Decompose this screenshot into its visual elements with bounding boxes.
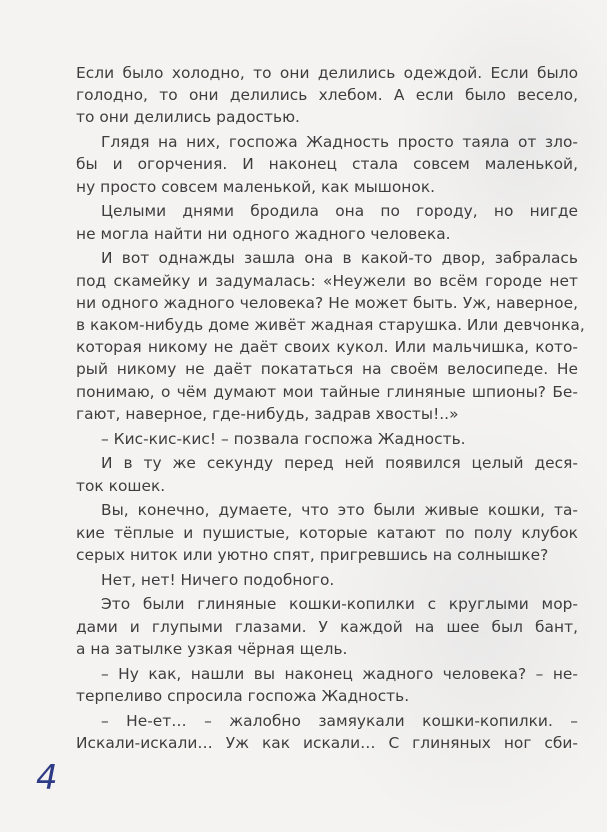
text-line: то они делились радостью. bbox=[76, 108, 300, 127]
text-line: – Кис-кис-кис! – позвала госпожа Жадность. bbox=[101, 429, 466, 448]
text-line: понимаю, о чём думают мои тайные глиняные шпионы? Бе- bbox=[76, 382, 578, 401]
paragraph bbox=[76, 200, 578, 244]
text-line: И в ту же секунду перед ней появился целый деся- bbox=[101, 454, 578, 473]
text-line: дами и глупыми глазами. У каждой на шее был бант, bbox=[76, 617, 578, 636]
paragraph bbox=[76, 247, 585, 425]
text-line: под скамейку и задумалась: «Неужели во всём городе нет bbox=[76, 271, 578, 290]
text-line: Нет, нет! Ничего подобного. bbox=[101, 570, 335, 589]
text-line: Искали-искали… Уж как искали… С глиняных ног сби- bbox=[76, 733, 578, 752]
paragraph bbox=[76, 428, 578, 450]
text-line: Вы, конечно, думаете, что это были живые кошки, та- bbox=[101, 501, 578, 520]
page-number: 4 bbox=[36, 758, 58, 798]
paragraph bbox=[76, 593, 578, 660]
text-line: кие тёплые и пушистые, которые катают по полу клубок bbox=[76, 523, 578, 542]
text-line: а на затылке узкая чёрная щель. bbox=[76, 639, 348, 658]
paragraph bbox=[76, 62, 578, 129]
text-line: гают, наверное, где-нибудь, задрав хвосты!..» bbox=[76, 404, 459, 423]
paragraph bbox=[76, 569, 578, 591]
paragraph bbox=[76, 710, 578, 754]
text-line: в каком-нибудь доме живёт жадная старушка. Или девчонка, bbox=[76, 316, 585, 335]
text-line: бы и огорчения. И наконец стала совсем маленькой, bbox=[76, 155, 578, 174]
text-line: ни одного жадного человека? Не может быть. Уж, наверное, bbox=[76, 293, 578, 312]
text-line: ну просто совсем маленькой, как мышонок. bbox=[76, 177, 436, 196]
text-line: ток кошек. bbox=[76, 476, 166, 495]
text-line: рый никому не даёт покататься на своём велосипеде. Не bbox=[76, 360, 578, 379]
text-line: серых ниток или уютно спят, пригревшись на солнышке? bbox=[76, 545, 549, 564]
text-line: Целыми днями бродила она по городу, но нигде bbox=[101, 202, 578, 221]
text-line: Глядя на них, госпожа Жадность просто таяла от зло- bbox=[101, 133, 578, 152]
paragraph bbox=[76, 663, 578, 707]
text-line: терпеливо спросила госпожа Жадность. bbox=[76, 686, 410, 705]
text-line: – Не-ет… – жалобно замяукали кошки-копилки. – bbox=[101, 711, 578, 730]
text-line: не могла найти ни одного жадного человека. bbox=[76, 224, 451, 243]
text-line: голодно, то они делились хлебом. А если было весело, bbox=[76, 86, 578, 105]
paragraph bbox=[76, 499, 578, 566]
text-line: Если было холодно, то они делились одеждой. Если было bbox=[76, 64, 578, 82]
paragraph bbox=[76, 452, 578, 496]
body-text bbox=[76, 62, 585, 757]
text-line: И вот однажды зашла она в какой-то двор, забралась bbox=[101, 249, 578, 268]
text-line: Это были глиняные кошки-копилки с круглыми мор- bbox=[101, 595, 578, 614]
text-line: – Ну как, нашли вы наконец жадного человека? – не- bbox=[101, 664, 578, 683]
text-line: которая никому не даёт своих кукол. Или мальчишка, кото- bbox=[76, 338, 578, 357]
paragraph bbox=[76, 131, 578, 198]
